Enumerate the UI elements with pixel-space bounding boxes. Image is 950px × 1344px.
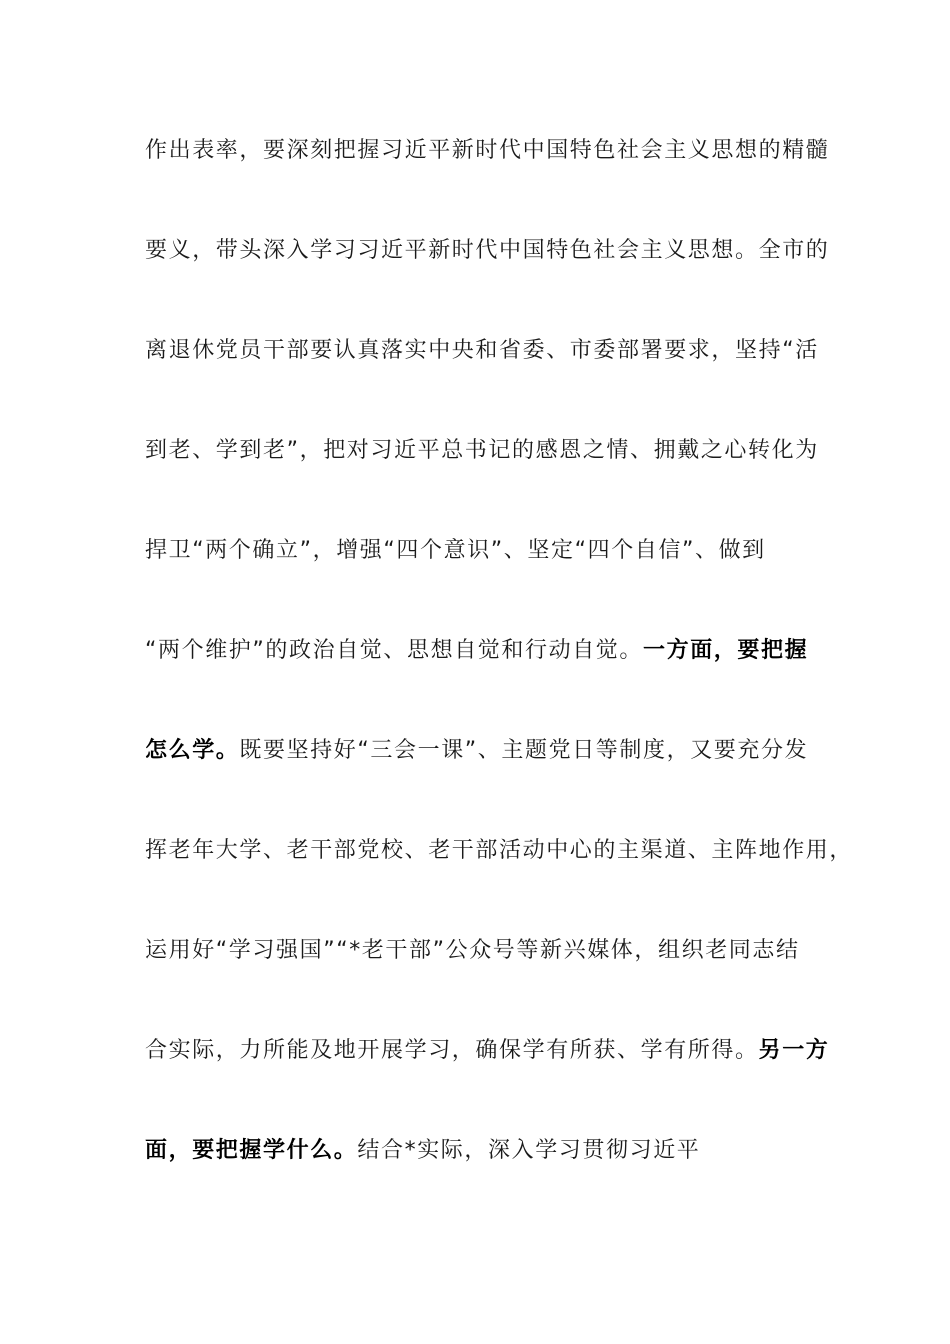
text-run: 到老、学到老”，把对习近平总书记的感恩之情、拥戴之心转化为 xyxy=(145,438,819,463)
text-line xyxy=(145,324,819,424)
text-line xyxy=(145,224,830,324)
text-line xyxy=(145,524,805,624)
text-line xyxy=(145,1024,830,1124)
text-run: 挥老年大学、老干部党校、老干部活动中心的主渠道、主阵地作用， xyxy=(145,838,854,863)
text-run: 既要坚持好“三会一课”、主题党日等制度，又要充分发 xyxy=(239,738,809,763)
text-line xyxy=(145,924,805,1024)
bold-heading-run: 另一方 xyxy=(758,1038,830,1063)
text-run: 结合*实际，深入学习贯彻习近平 xyxy=(357,1138,701,1163)
text-run: “两个维护”的政治自觉、思想自觉和行动自觉。 xyxy=(145,638,643,663)
text-line xyxy=(145,1124,805,1224)
bold-heading-run: 怎么学。 xyxy=(145,738,240,763)
bold-heading-run: 面，要把握学什么。 xyxy=(145,1138,358,1163)
text-run: 要义，带头深入学习习近平新时代中国特色社会主义思想。全市的 xyxy=(145,238,830,263)
bold-heading-run: 一方面，要把握 xyxy=(643,638,809,663)
text-line xyxy=(145,124,830,224)
text-run: 作出表率，要深刻把握习近平新时代中国特色社会主义思想的精髓 xyxy=(145,138,830,163)
text-run: 捍卫“两个确立”，增强“四个意识”、坚定“四个自信”、做到 xyxy=(145,538,766,563)
text-run: 离退休党员干部要认真落实中央和省委、市委部署要求，坚持“活 xyxy=(145,338,819,363)
text-line xyxy=(145,724,809,824)
text-line xyxy=(145,624,809,724)
text-run: 运用好“学习强国”“*老干部”公众号等新兴媒体，组织老同志结 xyxy=(145,938,800,963)
text-line xyxy=(145,424,819,524)
body-text xyxy=(145,124,854,1224)
text-line xyxy=(145,824,854,924)
text-run: 合实际，力所能及地开展学习，确保学有所获、学有所得。 xyxy=(145,1038,759,1063)
